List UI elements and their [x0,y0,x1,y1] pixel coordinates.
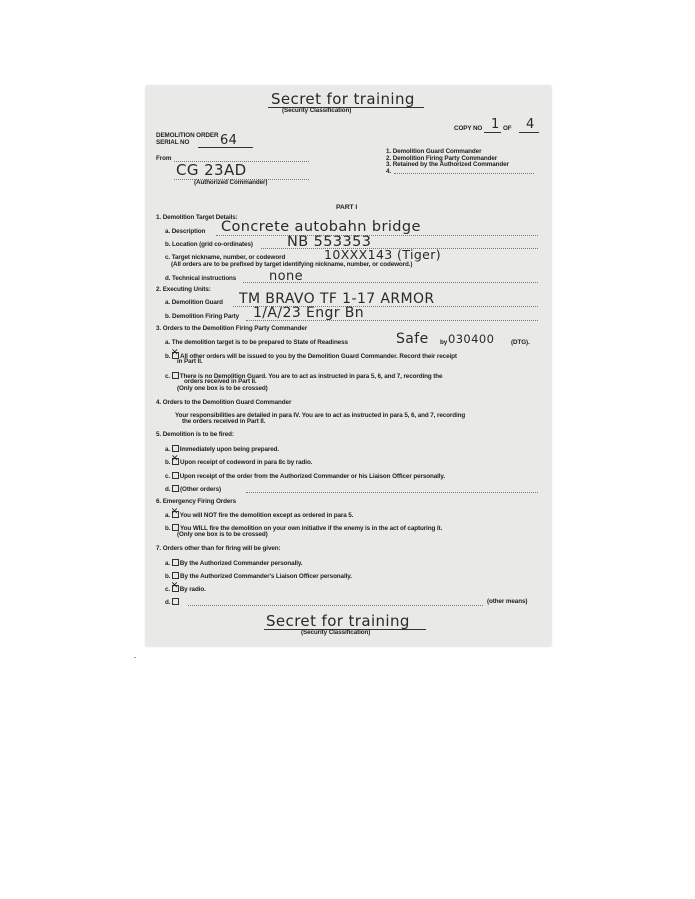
section-6-heading: 6. Emergency Firing Orders [156,498,236,505]
s7-c-item: c. ✕By radio. [165,585,206,593]
s1-d-label: d. Technical instructions [165,275,237,282]
s2-a-label: a. Demolition Guard [165,299,223,306]
s7-c-checkbox[interactable] [172,585,179,592]
s5-c-item: c. Upon receipt of the order from the Authorized Commander or his Liaison Officer personally. [165,473,446,480]
s6-a-item: a. ✕You will NOT fire the demolition except as ordered in para 5. [165,511,353,519]
s1-a-value: Concrete autobahn bridge [221,219,421,235]
s3-a-state: Safe [396,331,429,347]
s3-a-dtg: (DTG). [511,339,530,346]
copy-no-label: COPY NO [454,125,483,132]
s1-c-label: c. Target nickname, number, or codeword [165,254,286,261]
s3-b-item: b. ✕All other orders will be issued to you by the Demolition Guard Commander. Record their receipt [165,352,457,360]
copy-no-value: 1 [491,117,500,132]
from-label: From [156,155,172,162]
s5-b-item: b. ✕Upon receipt of codeword in para 8c by radio. [165,458,312,466]
s5-a-checkbox[interactable] [172,445,179,452]
section-4-heading: 4. Orders to the Demolition Guard Commander [156,399,292,406]
s3-c-text2: orders received in Part II. [184,378,257,385]
s4-text2: the orders received in Part II. [182,418,266,425]
s3-b-text2: in Part II. [177,358,203,365]
distribution-item: 3. Retained by the Authorized Commander [386,161,509,169]
s2-b-value: 1/A/23 Engr Bn [253,305,365,321]
distribution-item: 4. [386,167,392,175]
s7-b-item: b. By the Authorized Commander's Liaison Officer personally. [165,573,352,580]
s1-c-note: (All orders are to be prefixed by target identifying nickname, number, or codeword.) [171,261,413,268]
distribution-list [386,149,509,175]
s3-c-checkbox[interactable] [172,372,179,379]
s6-b-text: You WILL fire the demolition on your own initiative if the enemy is in the act of capturing it. [180,525,443,532]
section-7-heading: 7. Orders other than for firing will be given: [156,545,281,552]
section-5-heading: 5. Demolition is to be fired: [156,431,234,438]
scan-speck [134,657,136,658]
s3-a-text: a. The demolition target is to be prepared to State of Readiness [165,339,348,346]
distribution-item: 1. Demolition Guard Commander [386,148,482,155]
s1-b-value: NB 553353 [287,234,372,250]
s3-a-by: by [440,339,448,346]
authorized-commander-label: (Authorized Commander) [194,179,268,186]
s1-c-value: 10XXX143 (Tiger) [324,247,442,262]
classification-label-top: (Security Classification) [282,107,352,114]
s5-c-text: Upon receipt of the order from the Authorized Commander or his Liaison Officer personally. [179,473,446,480]
demolition-order-label: DEMOLITION ORDER [156,132,219,139]
distribution-item: 2. Demolition Firing Party Commander [386,154,498,162]
s5-a-text: Immediately upon being prepared. [179,446,280,453]
section-3-heading: 3. Orders to the Demolition Firing Party Commander [156,325,308,332]
s3-c-text: There is no Demolition Guard. You are to act as instructed in para 5, 6, and 7, recording the [179,373,443,380]
s7-a-item: a. By the Authorized Commander personally. [165,560,303,567]
s4-text: Your responsibilities are detailed in para IV. You are to act as instructed in para 5, 6, and 7, recording [175,412,466,419]
s6-a-text: You will NOT fire the demolition except as ordered in para 5. [179,512,354,519]
s2-b-label: b. Demolition Firing Party [165,313,240,320]
s6-b-item: b. You WILL fire the demolition on your own initiative if the enemy is in the act of capturing it. [165,525,443,532]
classification-handwritten-top: Secret for training [271,90,415,108]
s1-d-value: none [269,269,304,284]
s1-b-label: b. Location (grid co-ordinates) [165,241,253,248]
s3-c-note: (Only one box is to be crossed) [177,385,268,392]
s7-d-suffix: (other means) [487,598,528,605]
s7-b-text: By the Authorized Commander's Liaison Officer personally. [180,573,352,580]
copy-total-value: 4 [526,117,535,132]
s6-b-note: (Only one box is to be crossed) [177,531,268,538]
classification-handwritten-bottom: Secret for training [266,612,410,630]
s7-a-text: By the Authorized Commander personally. [179,560,303,567]
s7-c-text: By radio. [179,586,206,593]
s6-a-checkbox[interactable] [172,511,179,518]
s2-a-value: TM BRAVO TF 1-17 ARMOR [239,291,435,307]
s7-a-checkbox[interactable] [172,559,179,566]
order-form-sheet [146,86,551,646]
section-2-heading: 2. Executing Units: [156,286,211,293]
s5-b-text: Upon receipt of codeword in para 8c by radio. [180,459,313,466]
s6-b-checkbox[interactable] [172,524,179,531]
s5-d-item: d. (Other orders) [165,486,221,493]
s3-c-item: c. There is no Demolition Guard. You are to act as instructed in para 5, 6, and 7, recording the [165,373,443,380]
part-title: PART I [336,204,358,211]
section-1-heading: 1. Demolition Target Details: [156,214,238,221]
s5-b-checkbox[interactable] [172,458,179,465]
s3-b-text: All other orders will be issued to you by the Demolition Guard Commander. Record their receipt [180,353,457,360]
serial-no-label: SERIAL NO [156,139,190,146]
s1-a-label: a. Description [165,228,206,235]
s7-d-checkbox[interactable] [172,598,179,605]
s7-b-checkbox[interactable] [172,572,179,579]
s3-a-time: 030400 [448,332,495,346]
serial-no-value: 64 [220,133,238,148]
s5-c-checkbox[interactable] [172,472,179,479]
s5-d-text: (Other orders) [180,486,221,493]
s5-d-checkbox[interactable] [172,485,179,492]
from-value: CG 23AD [176,161,247,179]
s5-a-item: a. Immediately upon being prepared. [165,446,280,453]
s7-d-item: d. [165,598,180,606]
classification-label-bottom: (Security Classification) [301,629,371,636]
copy-of-label: OF [503,125,512,132]
